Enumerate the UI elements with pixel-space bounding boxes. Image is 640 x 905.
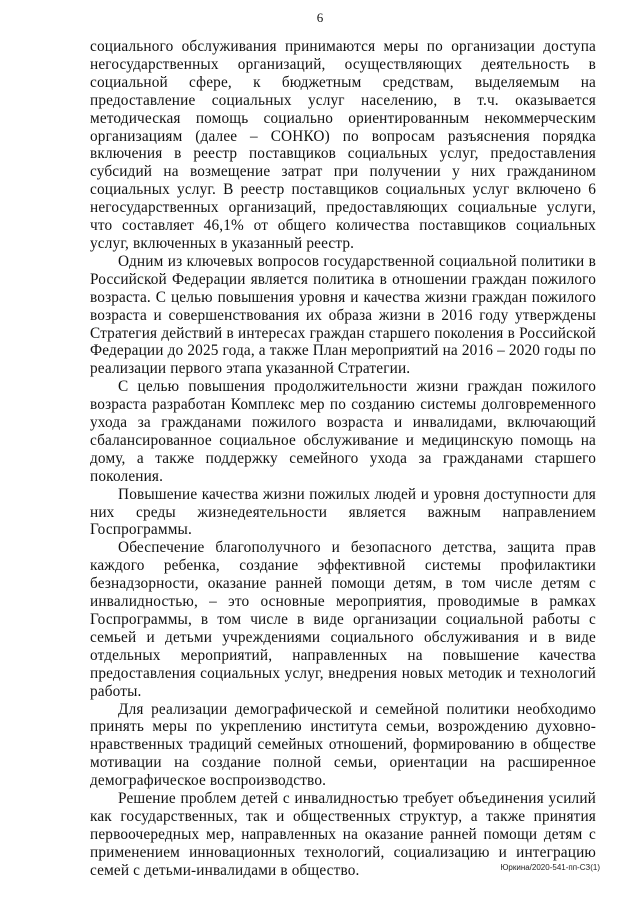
paragraph: Одним из ключевых вопросов государственной социальной политики в Российской Федерации является политика в отношении граждан пожилого возраста. С целью повышения уровня и качества жизни граждан пожилого возраста и совершенствования их образа жизни в 2016 году утверждены Стратегия действий в интересах граждан старшего поколения в Российской Федерации до 2025 года, а также План мероприятий на 2016 – 2020 годы по реализации первого этапа указанной Стратегии. [90, 252, 596, 378]
paragraph: С целью повышения продолжительности жизни граждан пожилого возраста разработан Комплекс мер по созданию системы долговременного ухода за гражданами пожилого возраста и инвалидами, включающий сбалансированное социальное обслуживание и медицинскую помощь на дому, а также поддержку семейного ухода за гражданами старшего поколения. [90, 378, 596, 485]
document-reference-code: Юркина/2020-541-пп-СЗ(1) [500, 863, 600, 872]
paragraph: Обеспечение благополучного и безопасного детства, защита прав каждого ребенка, создание эффективной системы профилактики безнадзорности, оказание ранней помощи детям, в том числе детям с инвалидностью, – это основные мероприятия, проводимые в рамках Госпрограммы, в том числе в виде организации социальной работы с семьей и детьми учреждениями социального обслуживания и в виде отдельных мероприятий, направленных на повышение качества предоставления социальных услуг, внедрения новых методик и технологий работы. [90, 539, 596, 700]
paragraph: социального обслуживания принимаются меры по организации доступа негосударственных организаций, осуществляющих деятельность в социальной сфере, к бюджетным средствам, выделяемым на предоставление социальных услуг населению, в т.ч. оказывается методическая помощь социально ориентированным некоммерческим организациям (далее – СОНКО) по вопросам разъяснения порядка включения в реестр поставщиков социальных услуг, предоставления субсидий на возмещение затрат при получении у них гражданином социальных услуг. В реестр поставщиков социальных услуг включено 6 негосударственных организаций, предоставляющих социальные услуги, что составляет 46,1% от общего количества поставщиков социальных услуг, включенных в указанный реестр. [90, 38, 596, 252]
paragraph: Повышение качества жизни пожилых людей и уровня доступности для них среды жизнедеятельности является важным направлением Госпрограммы. [90, 485, 596, 539]
document-body [90, 38, 596, 880]
paragraph: Для реализации демографической и семейной политики необходимо принять меры по укреплению института семьи, возрождению духовно-нравственных традиций семейных отношений, формированию в обществе мотивации на создание полной семьи, ориентации на расширенное демографическое воспроизводство. [90, 700, 596, 790]
paragraph: Решение проблем детей с инвалидностью требует объединения усилий как государственных, так и общественных структур, а также принятия первоочередных мер, направленных на оказание ранней помощи детям с применением инновационных технологий, социализацию и интеграцию семей с детьми-инвалидами в общество. [90, 790, 596, 879]
page-number: 6 [316, 10, 324, 25]
